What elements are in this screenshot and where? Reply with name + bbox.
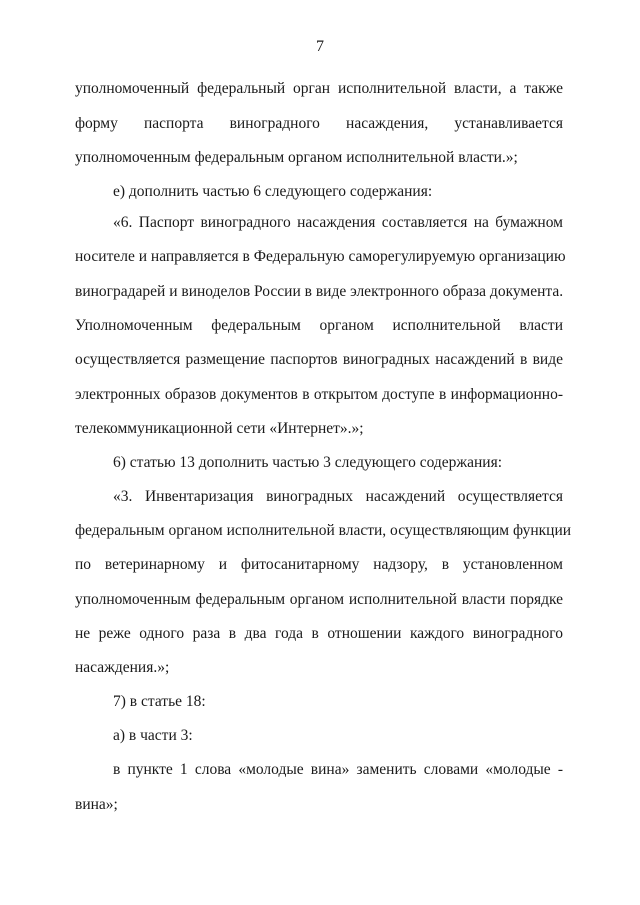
text-line: уполномоченный федеральный орган исполнительной власти, а также — [75, 80, 563, 97]
text-line: уполномоченным федеральным органом исполнительной власти.»; — [75, 149, 518, 166]
text-line: телекоммуникационной сети «Интернет».»; — [75, 420, 364, 437]
text-line: 6) статью 13 дополнить частью 3 следующего содержания: — [113, 454, 503, 471]
text-line: форму паспорта виноградного насаждения, устанавливается — [75, 115, 563, 132]
text-line: осуществляется размещение паспортов виноградных насаждений в виде — [75, 351, 563, 368]
text-line: 7) в статье 18: — [113, 693, 206, 710]
page-number: 7 — [316, 38, 324, 55]
text-line: насаждения.»; — [75, 659, 170, 676]
text-line: носителе и направляется в Федеральную саморегулируемую организацию — [75, 248, 566, 265]
text-line: «6. Паспорт виноградного насаждения составляется на бумажном — [113, 214, 563, 231]
text-line: Уполномоченным федеральным органом исполнительной власти — [75, 317, 563, 334]
text-line: электронных образов документов в открытом доступе в информационно- — [75, 386, 563, 403]
text-line: а) в части 3: — [113, 727, 193, 744]
text-line: е) дополнить частью 6 следующего содержания: — [113, 183, 433, 200]
text-line: уполномоченным федеральным органом исполнительной власти порядке — [75, 591, 563, 608]
text-line: в пункте 1 слова «молодые вина» заменить словами «молодые - — [113, 761, 563, 778]
text-line: федеральным органом исполнительной власти, осуществляющим функции — [75, 522, 572, 539]
text-line: по ветеринарному и фитосанитарному надзору, в установленном — [75, 556, 563, 573]
text-line: вина»; — [75, 796, 118, 813]
text-line: виноградарей и виноделов России в виде электронного образа документа. — [75, 283, 564, 300]
text-line: «3. Инвентаризация виноградных насаждений осуществляется — [113, 488, 563, 505]
text-line: не реже одного раза в два года в отношении каждого виноградного — [75, 625, 563, 642]
